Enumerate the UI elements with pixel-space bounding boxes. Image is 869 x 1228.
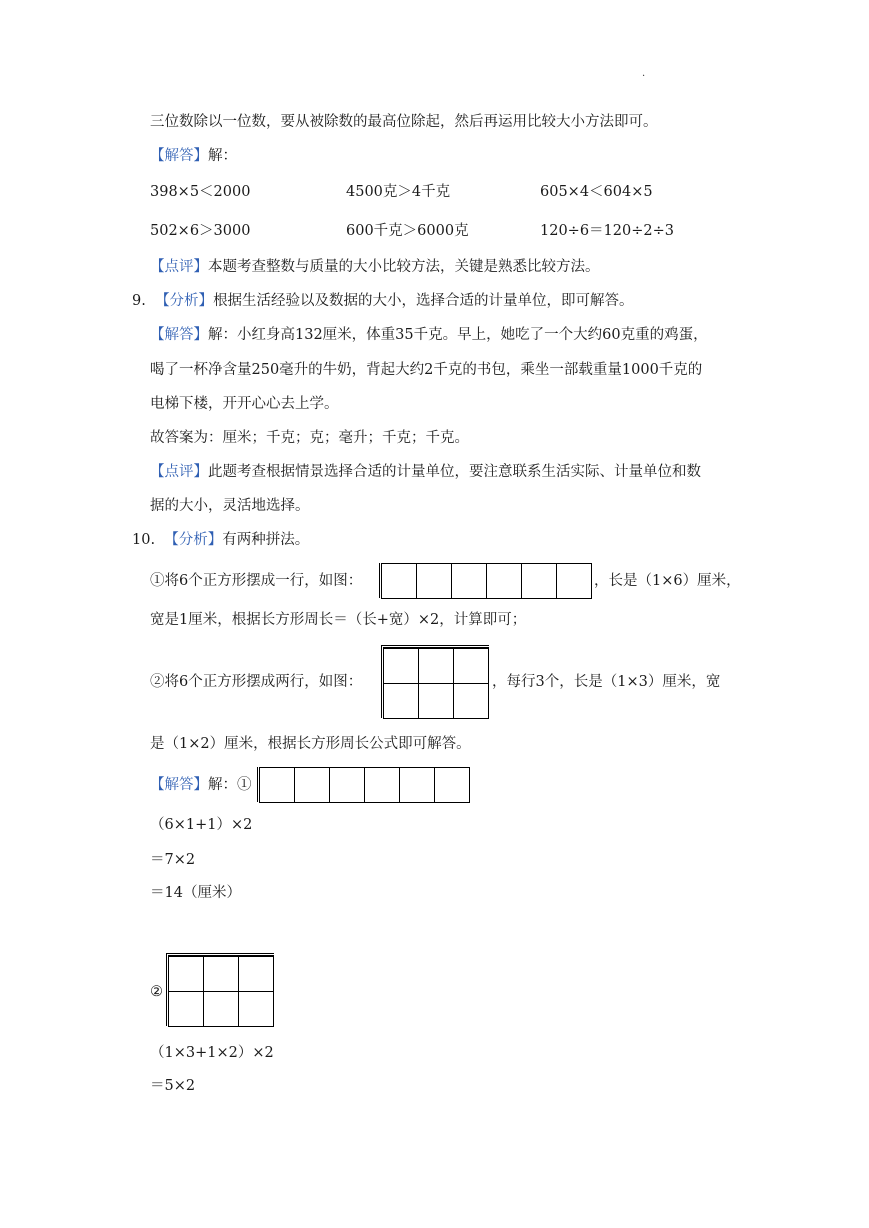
square-cell [259, 767, 295, 803]
q8-cell: 600千克＞6000克 [346, 223, 469, 239]
calc1-step: ＝14（厘米） [150, 885, 241, 901]
square-cell [434, 767, 470, 803]
solution-tag: 【解答】 [150, 327, 208, 343]
comment-tag: 【点评】 [150, 259, 208, 275]
q10-analysis [132, 530, 309, 550]
q10-method2-result: ，每行3个，长是（1×3）厘米，宽 [492, 674, 721, 690]
corner-mark: . [642, 68, 646, 79]
square-cell [383, 683, 419, 719]
q9-answer: 故答案为：厘米；千克；克；毫升；千克；千克。 [150, 430, 469, 446]
solution-lead: 解：① [208, 777, 252, 793]
q9-solution-line-1 [150, 325, 708, 345]
calc1-step: （6×1+1）×2 [150, 817, 253, 833]
square-cell [203, 956, 239, 992]
q10-method2-line2: 是（1×2）厘米，根据长方形周长公式即可解答。 [150, 736, 471, 752]
square-cell [168, 991, 204, 1027]
one-row-rectangle-figure [379, 563, 592, 598]
square-cell [521, 563, 557, 599]
comment-tag: 【点评】 [150, 464, 208, 480]
question-number: 10. [132, 532, 156, 548]
calc1-step: ＝7×2 [150, 852, 196, 868]
q10-method1-result: ，长是（1×6）厘米， [594, 573, 741, 589]
q8-comment [150, 257, 600, 277]
q10-solution-line [150, 775, 252, 795]
question-number: 9. [132, 293, 146, 309]
q8-cell: 398×5＜2000 [150, 184, 251, 200]
square-cell [418, 683, 454, 719]
solution-one-row-figure [257, 767, 470, 802]
square-cell [486, 563, 522, 599]
q8-cell: 502×6＞3000 [150, 223, 251, 239]
q10-method2-text: ②将6个正方形摆成两行，如图： [150, 674, 363, 690]
q10-method1-line2: 宽是1厘米，根据长方形周长＝（长+宽）×2，计算即可； [150, 612, 527, 628]
analysis-text: 有两种拼法。 [222, 532, 310, 548]
q10-method1-text: ①将6个正方形摆成一行，如图： [150, 573, 363, 589]
solution-two-row-figure [166, 953, 274, 1026]
solution-tag: 【解答】 [150, 777, 208, 793]
square-cell [238, 956, 274, 992]
solution-text: 解：小红身高132厘米，体重35千克。早上，她吃了一个大约60克重的鸡蛋， [208, 327, 708, 343]
q9-solution-line-2: 喝了一杯净含量250毫升的牛奶，背起大约2千克的书包，乘坐一部载重量1000千克的 [150, 362, 703, 378]
square-cell [203, 991, 239, 1027]
solution-tag: 【解答】 [150, 148, 208, 164]
two-row-rectangle-figure [381, 645, 489, 718]
q9-comment-line-1 [150, 462, 701, 482]
q8-solution-line [150, 146, 237, 166]
circled-two: ② [150, 984, 163, 1000]
q9-analysis [132, 291, 634, 311]
square-cell [416, 563, 452, 599]
q9-comment-line-2: 据的大小，灵活地选择。 [150, 498, 310, 514]
square-cell [418, 648, 454, 684]
solution-lead: 解： [208, 148, 237, 164]
square-cell [329, 767, 365, 803]
square-cell [556, 563, 592, 599]
analysis-text: 根据生活经验以及数据的大小，选择合适的计量单位，即可解答。 [213, 293, 634, 309]
analysis-tag: 【分析】 [155, 293, 214, 309]
square-cell [453, 648, 489, 684]
comment-text: 此题考查根据情景选择合适的计量单位，要注意联系生活实际、计量单位和数 [208, 464, 701, 480]
comment-text: 本题考查整数与质量的大小比较方法，关键是熟悉比较方法。 [208, 259, 600, 275]
square-cell [383, 648, 419, 684]
q8-cell: 4500克＞4千克 [346, 184, 451, 200]
square-cell [294, 767, 330, 803]
square-cell [381, 563, 417, 599]
square-cell [399, 767, 435, 803]
square-cell [168, 956, 204, 992]
calc2-step: ＝5×2 [150, 1078, 196, 1094]
square-cell [453, 683, 489, 719]
q8-cell: 605×4＜604×5 [540, 184, 653, 200]
analysis-tag: 【分析】 [164, 532, 223, 548]
square-cell [238, 991, 274, 1027]
square-cell [364, 767, 400, 803]
q9-solution-line-3: 电梯下楼，开开心心去上学。 [150, 396, 339, 412]
calc2-step: （1×3+1×2）×2 [150, 1045, 274, 1061]
q8-analysis-tail: 三位数除以一位数，要从被除数的最高位除起，然后再运用比较大小方法即可。 [150, 114, 658, 130]
square-cell [451, 563, 487, 599]
q8-cell: 120÷6＝120÷2÷3 [540, 223, 674, 239]
